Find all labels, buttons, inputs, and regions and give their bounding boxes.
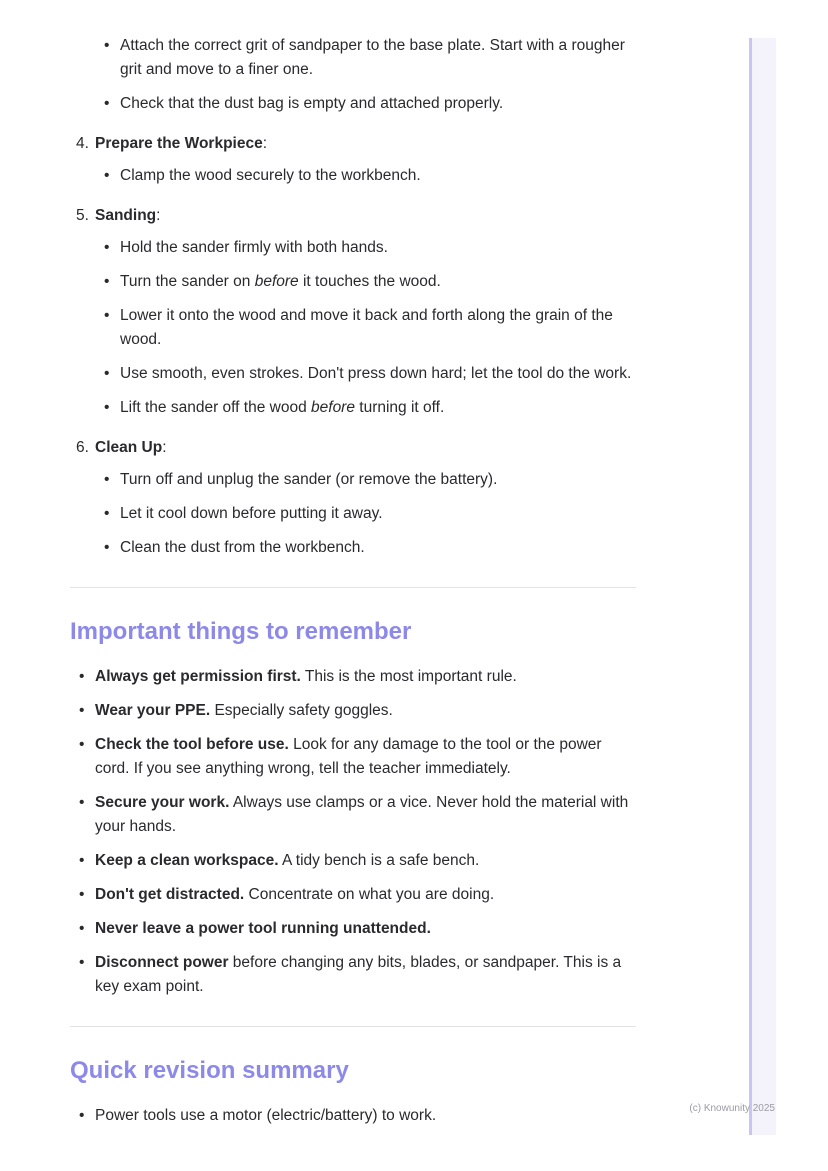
text-run: Lower it onto the wood and move it back and forth along the grain of the wood. bbox=[120, 307, 613, 348]
item-title-text: Clean Up bbox=[95, 439, 163, 456]
text-run: Use smooth, even strokes. Don't press down hard; let the tool do the work. bbox=[120, 365, 632, 382]
text-run: Concentrate on what you are doing. bbox=[244, 886, 495, 903]
list-item bbox=[70, 502, 636, 526]
bold-text: Don't get distracted. bbox=[95, 886, 245, 903]
text-run: Turn off and unplug the sander (or remove the battery). bbox=[120, 471, 498, 488]
text-run: Especially safety goggles. bbox=[210, 702, 393, 719]
list-item bbox=[70, 699, 636, 723]
section-heading: Important things to remember bbox=[70, 618, 412, 645]
sub-bullet-list bbox=[70, 236, 636, 420]
italic-text: before bbox=[254, 273, 299, 290]
text-run: Turn the sander on bbox=[120, 273, 255, 290]
item-title-text: Sanding bbox=[95, 207, 157, 224]
item-number: 4. bbox=[76, 135, 89, 152]
list-item bbox=[70, 164, 636, 188]
numbered-item bbox=[70, 132, 636, 188]
item-title-suffix: : bbox=[262, 135, 268, 152]
section-divider bbox=[70, 1026, 636, 1027]
numbered-item bbox=[70, 436, 636, 560]
list-item bbox=[70, 362, 636, 386]
list-item bbox=[70, 304, 636, 352]
italic-text: before bbox=[311, 399, 355, 416]
text-run: before changing any bits, blades, or sandpaper. This is a key exam point. bbox=[95, 954, 622, 995]
list-item bbox=[70, 468, 636, 492]
text-run: Let it cool down before putting it away. bbox=[120, 505, 383, 522]
list-item bbox=[70, 1104, 636, 1128]
item-number: 5. bbox=[76, 207, 89, 224]
text-run: Clamp the wood securely to the workbench. bbox=[120, 167, 421, 184]
sub-bullet-list bbox=[70, 468, 636, 560]
text-run: A tidy bench is a safe bench. bbox=[278, 852, 480, 869]
text-run: This is the most important rule. bbox=[300, 668, 517, 685]
text-run: Clean the dust from the workbench. bbox=[120, 539, 365, 556]
bold-text: Secure your work. bbox=[95, 794, 230, 811]
text-run: Check that the dust bag is empty and attached properly. bbox=[120, 95, 504, 112]
list-item bbox=[70, 34, 636, 82]
bullet-list bbox=[70, 1104, 636, 1128]
text-run: it touches the wood. bbox=[298, 273, 441, 290]
numbered-item-title bbox=[70, 132, 636, 156]
numbered-item-title bbox=[70, 436, 636, 460]
item-number: 6. bbox=[76, 439, 89, 456]
text-run: Power tools use a motor (electric/battery) to work. bbox=[95, 1107, 437, 1124]
list-item bbox=[70, 536, 636, 560]
text-run: Hold the sander firmly with both hands. bbox=[120, 239, 388, 256]
text-run: turning it off. bbox=[354, 399, 445, 416]
list-item bbox=[70, 270, 636, 294]
list-item bbox=[70, 849, 636, 873]
bold-text: Keep a clean workspace. bbox=[95, 852, 279, 869]
page-edge-strip bbox=[752, 38, 776, 1135]
text-run: Lift the sander off the wood bbox=[120, 399, 312, 416]
text-run: Always use clamps or a vice. Never hold the material with your hands. bbox=[95, 794, 629, 835]
copyright-watermark: (c) Knowunity 2025 bbox=[689, 1103, 775, 1114]
list-item bbox=[70, 791, 636, 839]
text-run: Attach the correct grit of sandpaper to the base plate. Start with a rougher grit and move to a finer one. bbox=[120, 37, 625, 78]
list-item bbox=[70, 951, 636, 999]
list-item bbox=[70, 396, 636, 420]
item-title-suffix: : bbox=[162, 439, 167, 456]
bold-text: Always get permission first. bbox=[95, 668, 301, 685]
sub-bullet-list bbox=[70, 164, 636, 188]
list-item bbox=[70, 665, 636, 689]
bold-text: Disconnect power bbox=[95, 954, 229, 971]
section-heading: Quick revision summary bbox=[70, 1057, 349, 1084]
item-title-text: Prepare the Workpiece bbox=[95, 135, 263, 152]
list-item bbox=[70, 92, 636, 116]
list-item bbox=[70, 733, 636, 781]
text-run: Look for any damage to the tool or the power cord. If you see anything wrong, tell the teacher immediately. bbox=[95, 736, 602, 777]
list-item bbox=[70, 917, 636, 941]
list-item bbox=[70, 236, 636, 260]
bold-text: Never leave a power tool running unattended. bbox=[95, 920, 431, 937]
sub-bullet-list bbox=[70, 34, 636, 116]
bold-text: Wear your PPE. bbox=[95, 702, 211, 719]
section-divider bbox=[70, 587, 636, 588]
numbered-item bbox=[70, 204, 636, 420]
numbered-item-title bbox=[70, 204, 636, 228]
document-content bbox=[70, 34, 636, 1138]
bold-text: Check the tool before use. bbox=[95, 736, 289, 753]
bullet-list bbox=[70, 665, 636, 999]
item-title-suffix: : bbox=[156, 207, 161, 224]
list-item bbox=[70, 883, 636, 907]
